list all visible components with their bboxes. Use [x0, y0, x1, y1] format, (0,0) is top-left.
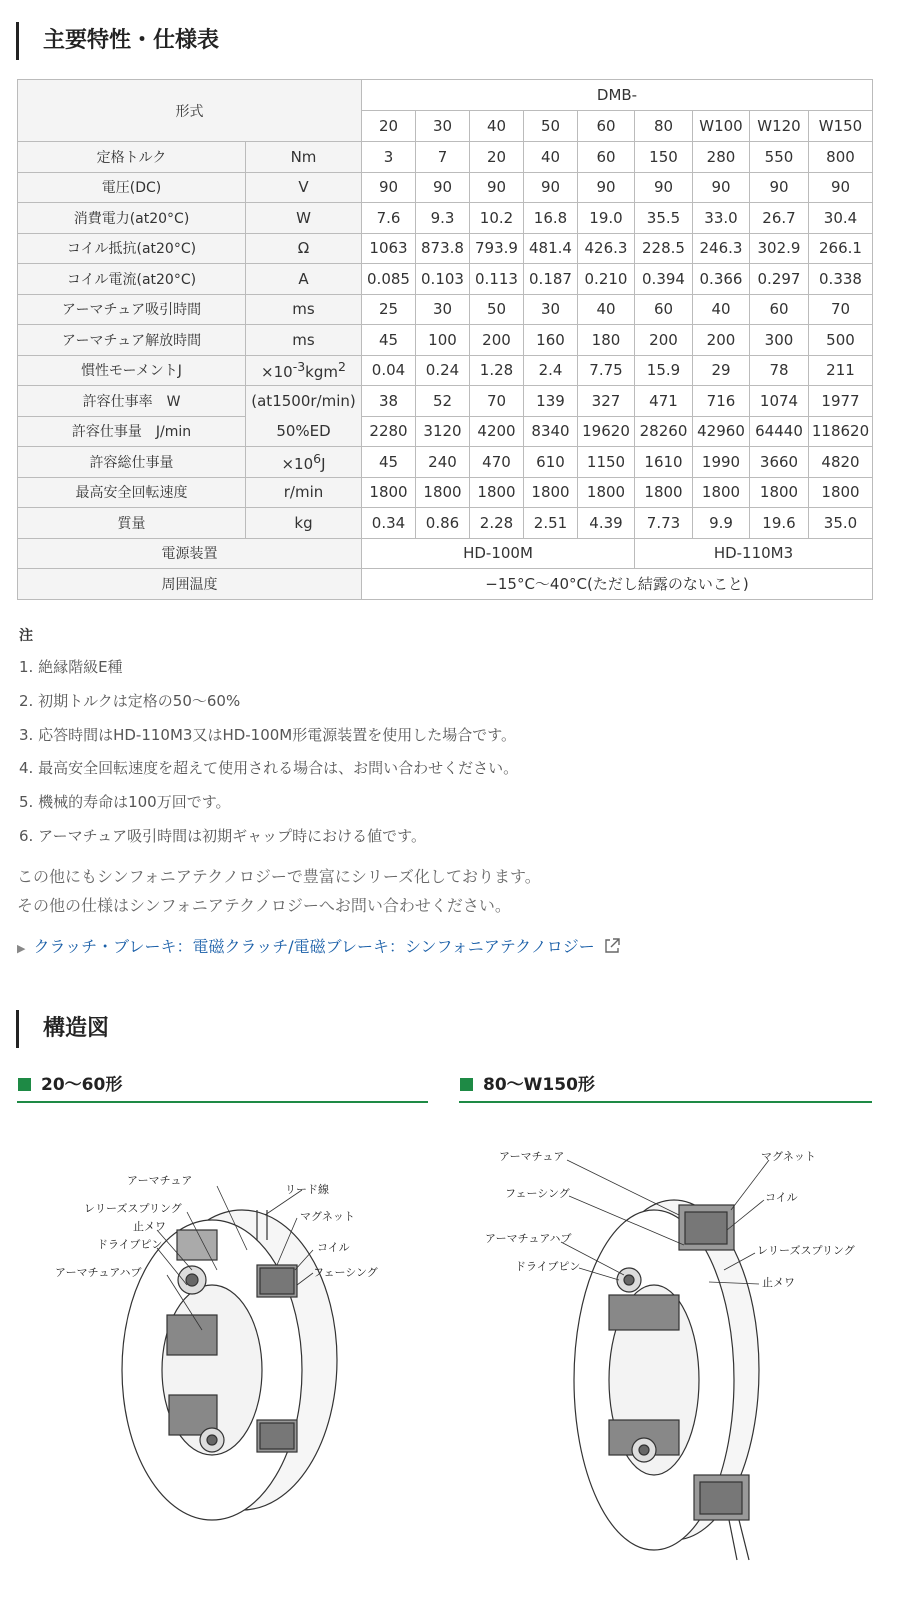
table-cell: 240	[416, 447, 470, 478]
row-unit: ms	[246, 294, 362, 325]
row-label: 電圧(DC)	[18, 172, 246, 203]
table-cell: 45	[362, 447, 416, 478]
table-cell: 0.210	[578, 264, 635, 295]
table-row	[18, 203, 873, 234]
subheading-right-rule	[459, 1101, 872, 1103]
row-label: コイル抵抗(at20°C)	[18, 233, 246, 264]
row-unit: $\times 10^6J$	[246, 447, 362, 478]
table-cell: 60	[578, 142, 635, 173]
table-cell: 550	[750, 142, 809, 173]
label-armature-hub: アーマチュアハブ	[485, 1232, 572, 1245]
table-cell: 300	[750, 325, 809, 356]
table-cell: 200	[635, 325, 693, 356]
green-square-icon	[18, 1078, 31, 1091]
table-cell: 302.9	[750, 233, 809, 264]
row-unit: $\times 10^{-3}kgm^2$	[246, 355, 362, 386]
ambient-temp: −15°C〜40°C(ただし結露のないこと)	[362, 569, 873, 600]
table-cell: 50	[470, 294, 524, 325]
table-cell: 1800	[809, 477, 873, 508]
table-cell: 1074	[750, 386, 809, 417]
row-unit: (at1500r/min) 50%ED	[246, 386, 362, 447]
table-cell: 28260	[635, 416, 693, 447]
table-row	[18, 172, 873, 203]
label-armature: アーマチュア	[127, 1174, 193, 1187]
row-label: アーマチュア解放時間	[18, 325, 246, 356]
model-col-header: 30	[416, 111, 470, 142]
table-cell: 160	[524, 325, 578, 356]
table-cell: 1800	[470, 477, 524, 508]
model-col-header: 60	[578, 111, 635, 142]
row-unit: ms	[246, 325, 362, 356]
table-cell: 0.113	[470, 264, 524, 295]
table-cell: 0.04	[362, 355, 416, 386]
table-cell: 40	[524, 142, 578, 173]
table-cell: 500	[809, 325, 873, 356]
table-cell: 40	[578, 294, 635, 325]
table-cell: 0.297	[750, 264, 809, 295]
table-cell: 610	[524, 447, 578, 478]
table-cell: 42960	[693, 416, 750, 447]
table-row	[18, 294, 873, 325]
table-cell: 3	[362, 142, 416, 173]
label-facing: フェーシング	[313, 1266, 378, 1279]
model-col-header: W150	[809, 111, 873, 142]
row-unit: r/min	[246, 477, 362, 508]
table-cell: 0.103	[416, 264, 470, 295]
row-label: 電源装置	[18, 538, 362, 569]
label-coil: コイル	[317, 1241, 350, 1254]
table-cell: 52	[416, 386, 470, 417]
table-cell: 20	[470, 142, 524, 173]
row-label: 許容総仕事量	[18, 447, 246, 478]
row-label: 周囲温度	[18, 569, 362, 600]
table-cell: 139	[524, 386, 578, 417]
table-cell: 1800	[750, 477, 809, 508]
external-link-icon	[603, 937, 621, 959]
model-col-header: 40	[470, 111, 524, 142]
table-row	[18, 477, 873, 508]
table-cell: 45	[362, 325, 416, 356]
label-armature-hub: アーマチュアハブ	[55, 1266, 142, 1279]
table-cell: 9.9	[693, 508, 750, 539]
table-cell: 4.39	[578, 508, 635, 539]
table-cell: 1800	[635, 477, 693, 508]
table-cell: 90	[750, 172, 809, 203]
table-row	[18, 416, 873, 447]
table-cell: 60	[750, 294, 809, 325]
triangle-right-icon: ▶	[17, 942, 26, 955]
table-row	[18, 508, 873, 539]
table-cell: 29	[693, 355, 750, 386]
table-cell: 7	[416, 142, 470, 173]
row-unit: A	[246, 264, 362, 295]
label-release-spring: レリーズスプリング	[84, 1202, 182, 1215]
inquiry-paragraph: その他の仕様はシンフォニアテクノロジーへお問い合わせください。	[17, 896, 511, 915]
table-cell: 2.4	[524, 355, 578, 386]
note-item: 5. 機械的寿命は100万回です。	[19, 793, 231, 812]
table-cell: 35.5	[635, 203, 693, 234]
table-cell: 0.085	[362, 264, 416, 295]
table-cell: 200	[693, 325, 750, 356]
table-cell: 64440	[750, 416, 809, 447]
green-square-icon	[460, 1078, 473, 1091]
subheading-right: 80〜W150形	[460, 1070, 595, 1100]
note-item: 1. 絶縁階級E種	[19, 658, 123, 676]
table-cell: 800	[809, 142, 873, 173]
row-label: コイル電流(at20°C)	[18, 264, 246, 295]
table-cell: 1800	[416, 477, 470, 508]
table-cell: 150	[635, 142, 693, 173]
table-row	[18, 447, 873, 478]
notes-heading: 注	[19, 628, 33, 644]
table-cell: 0.366	[693, 264, 750, 295]
table-cell: 90	[809, 172, 873, 203]
note-item: 3. 応答時間はHD-110M3又はHD-100M形電源装置を使用した場合です。	[19, 725, 517, 744]
table-cell: 2280	[362, 416, 416, 447]
section-title-specs: 主要特性・仕様表	[16, 22, 219, 60]
table-cell: 38	[362, 386, 416, 417]
table-cell: 33.0	[693, 203, 750, 234]
table-cell: 90	[524, 172, 578, 203]
table-cell: 873.8	[416, 233, 470, 264]
label-armature: アーマチュア	[499, 1150, 565, 1163]
table-row	[18, 233, 873, 264]
model-col-header: 50	[524, 111, 578, 142]
table-cell: 70	[809, 294, 873, 325]
model-col-header: 80	[635, 111, 693, 142]
table-cell: 19.0	[578, 203, 635, 234]
brake-diagram-large	[459, 1120, 872, 1590]
table-cell: 200	[470, 325, 524, 356]
table-cell: 30.4	[809, 203, 873, 234]
table-cell: 10.2	[470, 203, 524, 234]
table-cell: 35.0	[809, 508, 873, 539]
table-cell: 118620	[809, 416, 873, 447]
row-unit: Nm	[246, 142, 362, 173]
row-label: 質量	[18, 508, 246, 539]
power-supply-a: HD-100M	[362, 538, 635, 569]
table-cell: 1610	[635, 447, 693, 478]
row-unit: V	[246, 172, 362, 203]
row-label: 慣性モーメントJ	[18, 355, 246, 386]
table-cell: 716	[693, 386, 750, 417]
row-label: 消費電力(at20°C)	[18, 203, 246, 234]
table-cell: 280	[693, 142, 750, 173]
table-cell: 90	[470, 172, 524, 203]
label-facing: フェーシング	[505, 1187, 570, 1200]
note-item: 6. アーマチュア吸引時間は初期ギャップ時における値です。	[19, 826, 426, 845]
link-text: クラッチ・ブレーキ：電磁クラッチ/電磁ブレーキ：シンフォニアテクノロジー	[33, 937, 595, 956]
model-col-header: 20	[362, 111, 416, 142]
table-cell: 1800	[578, 477, 635, 508]
table-cell: 78	[750, 355, 809, 386]
row-label: アーマチュア吸引時間	[18, 294, 246, 325]
label-drive-pin: ドライブピン	[97, 1238, 163, 1251]
table-cell: 1977	[809, 386, 873, 417]
table-cell: 30	[524, 294, 578, 325]
row-label: 許容仕事率 W	[18, 386, 246, 417]
table-cell: 100	[416, 325, 470, 356]
table-cell: 0.394	[635, 264, 693, 295]
table-cell: 60	[635, 294, 693, 325]
table-cell: 16.8	[524, 203, 578, 234]
model-header: 形式	[18, 80, 362, 142]
brake-diagram-small	[17, 1120, 428, 1590]
subheading-left-rule	[17, 1101, 428, 1103]
table-cell: 26.7	[750, 203, 809, 234]
table-cell: 180	[578, 325, 635, 356]
table-cell: 1990	[693, 447, 750, 478]
label-retaining-ring: 止メワ	[133, 1220, 166, 1233]
table-cell: 246.3	[693, 233, 750, 264]
table-cell: 30	[416, 294, 470, 325]
row-label: 許容仕事量 J/min	[18, 416, 246, 447]
table-row	[18, 386, 873, 417]
table-cell: 266.1	[809, 233, 873, 264]
manufacturer-link[interactable]	[17, 934, 621, 959]
table-cell: 2.51	[524, 508, 578, 539]
model-col-header: W120	[750, 111, 809, 142]
table-cell: 19620	[578, 416, 635, 447]
table-cell: 90	[693, 172, 750, 203]
series-paragraph: この他にもシンフォニアテクノロジーで豊富にシリーズ化しております。	[17, 867, 541, 886]
table-cell: 470	[470, 447, 524, 478]
table-cell: 1800	[693, 477, 750, 508]
label-drive-pin: ドライブピン	[515, 1260, 581, 1273]
section-title-structure: 構造図	[16, 1010, 109, 1048]
notes-list	[19, 651, 518, 854]
table-cell: 3120	[416, 416, 470, 447]
table-cell: 90	[635, 172, 693, 203]
row-label: 最高安全回転速度	[18, 477, 246, 508]
table-cell: 25	[362, 294, 416, 325]
table-cell: 7.73	[635, 508, 693, 539]
table-cell: 15.9	[635, 355, 693, 386]
table-cell: 0.86	[416, 508, 470, 539]
table-cell: 7.6	[362, 203, 416, 234]
table-cell: 1800	[362, 477, 416, 508]
table-cell: 0.338	[809, 264, 873, 295]
power-supply-b: HD-110M3	[635, 538, 873, 569]
table-cell: 0.187	[524, 264, 578, 295]
label-coil: コイル	[765, 1191, 798, 1204]
table-cell: 481.4	[524, 233, 578, 264]
table-cell: 8340	[524, 416, 578, 447]
model-col-header: W100	[693, 111, 750, 142]
label-magnet: マグネット	[300, 1210, 355, 1223]
note-item: 4. 最高安全回転速度を超えて使用される場合は、お問い合わせください。	[19, 759, 519, 778]
row-unit: W	[246, 203, 362, 234]
table-cell: 19.6	[750, 508, 809, 539]
table-cell: 2.28	[470, 508, 524, 539]
table-cell: 0.34	[362, 508, 416, 539]
table-cell: 1063	[362, 233, 416, 264]
table-cell: 1150	[578, 447, 635, 478]
table-cell: 1800	[524, 477, 578, 508]
spec-table	[17, 79, 873, 600]
table-cell: 0.24	[416, 355, 470, 386]
table-cell: 4820	[809, 447, 873, 478]
table-cell: 471	[635, 386, 693, 417]
note-item: 2. 初期トルクは定格の50〜60%	[19, 691, 241, 710]
table-cell: 327	[578, 386, 635, 417]
table-row	[18, 325, 873, 356]
table-cell: 70	[470, 386, 524, 417]
label-lead-wire: リード線	[285, 1183, 329, 1196]
table-cell: 90	[362, 172, 416, 203]
table-cell: 40	[693, 294, 750, 325]
row-label: 定格トルク	[18, 142, 246, 173]
table-cell: 90	[416, 172, 470, 203]
subheading-left: 20〜60形	[18, 1070, 122, 1100]
table-cell: 7.75	[578, 355, 635, 386]
table-cell: 1.28	[470, 355, 524, 386]
table-cell: 90	[578, 172, 635, 203]
model-prefix: DMB-	[362, 80, 873, 111]
row-unit: kg	[246, 508, 362, 539]
table-cell: 426.3	[578, 233, 635, 264]
table-cell: 9.3	[416, 203, 470, 234]
row-unit: Ω	[246, 233, 362, 264]
table-cell: 228.5	[635, 233, 693, 264]
label-magnet: マグネット	[761, 1150, 816, 1163]
table-row	[18, 142, 873, 173]
table-cell: 211	[809, 355, 873, 386]
label-release-spring: レリーズスプリング	[757, 1244, 855, 1257]
label-retaining-ring: 止メワ	[762, 1276, 795, 1289]
table-row	[18, 355, 873, 386]
table-row	[18, 264, 873, 295]
table-cell: 793.9	[470, 233, 524, 264]
table-cell: 3660	[750, 447, 809, 478]
table-cell: 4200	[470, 416, 524, 447]
